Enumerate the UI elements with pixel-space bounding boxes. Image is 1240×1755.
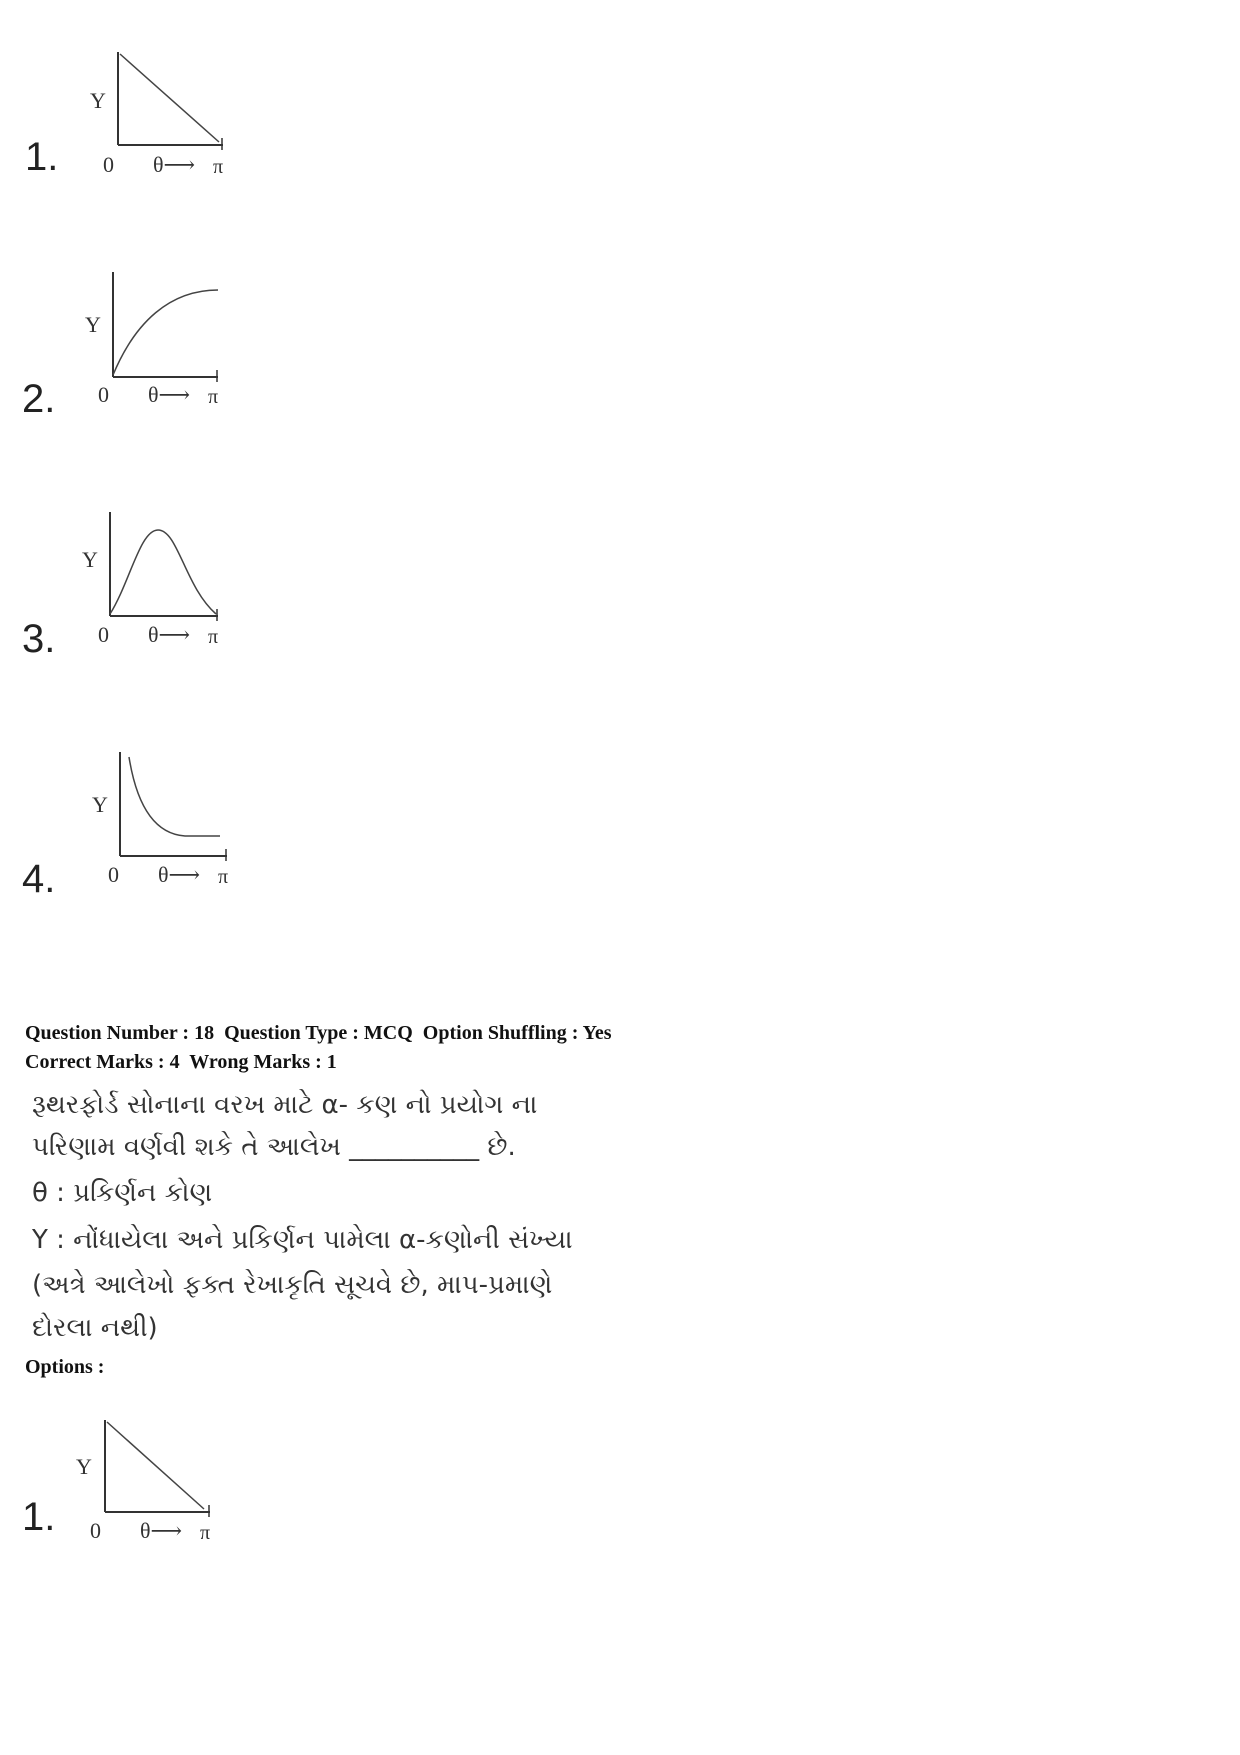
option-graph [75, 752, 235, 902]
y-label: Y [92, 792, 108, 817]
y-label: Y [90, 88, 106, 113]
curve [107, 1422, 204, 1509]
option-graph [70, 512, 230, 662]
pi-label: π [208, 386, 219, 408]
pi-label: π [208, 626, 219, 648]
question-text-line-1: રૂથરફોર્ડ સોનાના વરખ માટે α- કણ નો પ્રયોગ ના [32, 1090, 538, 1120]
curve [120, 54, 219, 142]
origin-label: 0 [103, 152, 114, 177]
origin-label: 0 [108, 862, 119, 887]
option-graph [75, 30, 235, 180]
y-label: Y [82, 547, 98, 572]
question-text-line-6: દોરલા નથી) [32, 1313, 158, 1343]
curve [113, 290, 218, 375]
y-label: Y [76, 1454, 92, 1479]
origin-label: 0 [98, 382, 109, 407]
x-label: θ⟶ [140, 1518, 183, 1543]
question-text-line-5: (અત્રે આલેખો ફક્ત રેખાકૃતિ સૂચવે છે, માપ-પ્રમાણે [32, 1270, 553, 1300]
options-label: Options : [25, 1356, 105, 1378]
question-text-line-4: Y : નોંધાયેલા અને પ્રકિર્ણન પામેલા α-કણોની સંખ્યા [32, 1225, 573, 1255]
x-label: θ⟶ [148, 382, 191, 407]
option-number: 1. [25, 135, 59, 179]
marks-meta: Correct Marks : 4 Wrong Marks : 1 [25, 1051, 337, 1073]
curve [110, 530, 216, 614]
x-label: θ⟶ [158, 862, 201, 887]
question-text-line-3: θ : પ્રકિર્ણન કોણ [32, 1178, 213, 1208]
pi-label: π [200, 1522, 211, 1544]
y-label: Y [85, 312, 101, 337]
option-number: 3. [22, 617, 56, 661]
x-label: θ⟶ [153, 152, 196, 177]
option-number: 4. [22, 857, 56, 901]
question-text-line-2: પરિણામ વર્ણવી શકે તે આલેખ __________ છે. [32, 1132, 516, 1162]
origin-label: 0 [98, 622, 109, 647]
pi-label: π [213, 156, 224, 178]
curve [129, 757, 220, 836]
option-graph [70, 272, 230, 422]
x-label: θ⟶ [148, 622, 191, 647]
origin-label: 0 [90, 1518, 101, 1543]
pi-label: π [218, 866, 229, 888]
option-number: 1. [22, 1495, 56, 1539]
option-graph [62, 1400, 222, 1550]
question-meta: Question Number : 18 Question Type : MCQ Option Shuffling : Yes [25, 1022, 612, 1044]
option-number: 2. [22, 377, 56, 421]
